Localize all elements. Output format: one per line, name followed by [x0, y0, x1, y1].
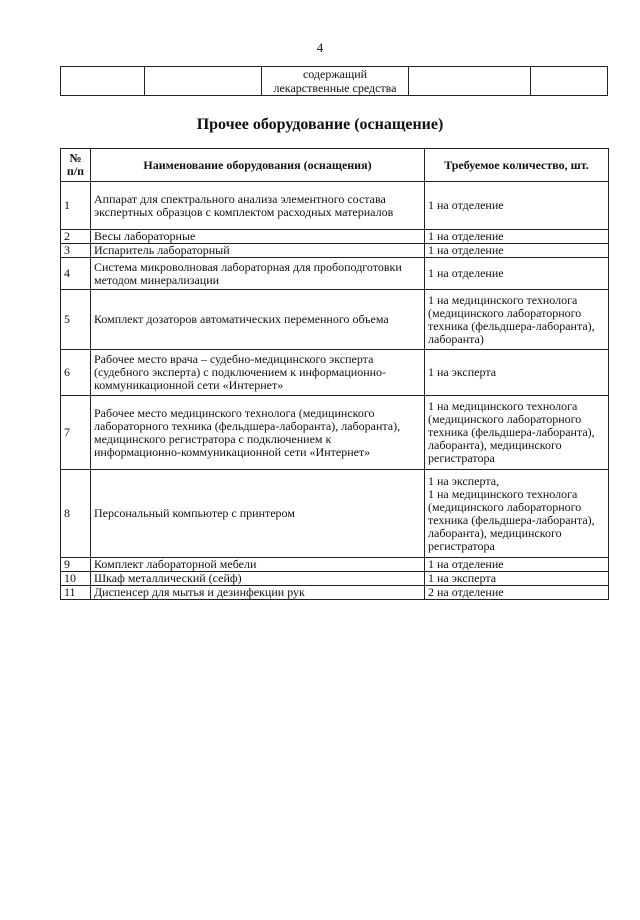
row-number: 7: [61, 396, 91, 470]
header-name: Наименование оборудования (оснащения): [91, 149, 425, 182]
table-cell: [409, 67, 531, 96]
row-quantity: 1 на эксперта, 1 на медицинского технолога (медицинского лабораторного техника (фельдшера-лаборанта), лаборанта), медицинского регистратора: [425, 470, 609, 558]
row-number: 4: [61, 258, 91, 290]
header-quantity: Требуемое количество, шт.: [425, 149, 609, 182]
table-row: [61, 396, 609, 470]
equipment-table: [60, 148, 609, 600]
row-quantity: 1 на отделение: [425, 182, 609, 230]
row-quantity: 1 на отделение: [425, 558, 609, 572]
row-number: 1: [61, 182, 91, 230]
row-number: 3: [61, 244, 91, 258]
row-quantity: 1 на эксперта: [425, 350, 609, 396]
row-quantity: 1 на медицинского технолога (медицинского лабораторного техника (фельдшера-лаборанта), лаборанта), медицинского регистратора: [425, 396, 609, 470]
row-number: 11: [61, 586, 91, 600]
row-quantity: 1 на отделение: [425, 230, 609, 244]
table-row: [61, 290, 609, 350]
row-number: 10: [61, 572, 91, 586]
row-name: Рабочее место медицинского технолога (медицинского лабораторного техника (фельдшера-лаборанта), лаборанта), медицинского регистратора с подключением к информационно-коммуникационной сети «Интернет»: [91, 396, 425, 470]
table-row: [61, 470, 609, 558]
table-row: [61, 258, 609, 290]
row-number: 5: [61, 290, 91, 350]
page-number: 4: [316, 40, 324, 55]
row-name: Диспенсер для мытья и дезинфекции рук: [91, 586, 425, 600]
table-row: [61, 350, 609, 396]
row-quantity: 2 на отделение: [425, 586, 609, 600]
table-row: [61, 67, 608, 96]
table-cell: [145, 67, 262, 96]
table-cell: содержащий лекарственные средства: [262, 67, 409, 96]
table-row: [61, 244, 609, 258]
row-number: 8: [61, 470, 91, 558]
table-row: [61, 230, 609, 244]
table-row: [61, 586, 609, 600]
row-name: Комплект дозаторов автоматических переменного объема: [91, 290, 425, 350]
row-quantity: 1 на отделение: [425, 258, 609, 290]
header-number: № п/п: [61, 149, 91, 182]
table-row: [61, 182, 609, 230]
row-number: 6: [61, 350, 91, 396]
row-quantity: 1 на эксперта: [425, 572, 609, 586]
section-title: Прочее оборудование (оснащение): [196, 116, 444, 133]
row-name: Комплект лабораторной мебели: [91, 558, 425, 572]
row-number: 2: [61, 230, 91, 244]
table-cell: [531, 67, 608, 96]
row-name: Система микроволновая лабораторная для пробоподготовки методом минерализации: [91, 258, 425, 290]
row-name: Рабочее место врача – судебно-медицинского эксперта (судебного эксперта) с подключением к информационно-коммуникационной сети «Интернет»: [91, 350, 425, 396]
row-quantity: 1 на отделение: [425, 244, 609, 258]
row-quantity: 1 на медицинского технолога (медицинского лабораторного техника (фельдшера-лаборанта), лаборанта): [425, 290, 609, 350]
continuation-table: [60, 66, 608, 96]
row-number: 9: [61, 558, 91, 572]
row-name: Шкаф металлический (сейф): [91, 572, 425, 586]
table-row: [61, 558, 609, 572]
table-header-row: [61, 149, 609, 182]
table-cell: [61, 67, 145, 96]
table-row: [61, 572, 609, 586]
row-name: Аппарат для спектрального анализа элементного состава экспертных образцов с комплектом расходных материалов: [91, 182, 425, 230]
row-name: Испаритель лабораторный: [91, 244, 425, 258]
row-name: Весы лабораторные: [91, 230, 425, 244]
row-name: Персональный компьютер с принтером: [91, 470, 425, 558]
